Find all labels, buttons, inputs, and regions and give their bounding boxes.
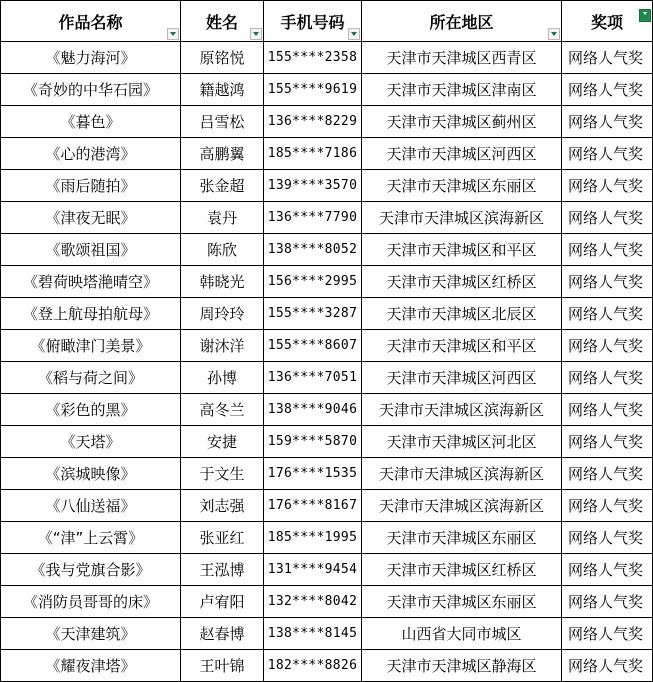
name-cell[interactable]: 王泓博 bbox=[181, 554, 264, 586]
award-cell[interactable]: 网络人气奖 bbox=[562, 42, 653, 74]
phone-cell[interactable]: 156****2995 bbox=[264, 266, 362, 298]
phone-cell[interactable]: 139****3570 bbox=[264, 170, 362, 202]
filter-dropdown-icon[interactable] bbox=[167, 28, 179, 40]
table-row bbox=[1, 554, 653, 586]
award-cell[interactable]: 网络人气奖 bbox=[562, 490, 653, 522]
work-title-cell[interactable]: 《耀夜津塔》 bbox=[1, 650, 181, 682]
table-row bbox=[1, 234, 653, 266]
work-title-cell[interactable]: 《碧荷映塔滟晴空》 bbox=[1, 266, 181, 298]
table-row bbox=[1, 106, 653, 138]
table-row bbox=[1, 426, 653, 458]
work-title-cell[interactable]: 《津夜无眠》 bbox=[1, 202, 181, 234]
region-cell[interactable]: 天津市天津城区红桥区 bbox=[362, 266, 562, 298]
work-title-cell[interactable]: 《我与党旗合影》 bbox=[1, 554, 181, 586]
name-cell[interactable]: 于文生 bbox=[181, 458, 264, 490]
work-title-cell[interactable]: 《天塔》 bbox=[1, 426, 181, 458]
header-work-title bbox=[1, 1, 181, 42]
work-title-cell[interactable]: 《稻与荷之间》 bbox=[1, 362, 181, 394]
award-cell[interactable]: 网络人气奖 bbox=[562, 394, 653, 426]
header-name bbox=[181, 1, 264, 42]
name-cell[interactable]: 孙博 bbox=[181, 362, 264, 394]
name-cell[interactable]: 周玲玲 bbox=[181, 298, 264, 330]
region-cell[interactable]: 天津市天津城区河西区 bbox=[362, 362, 562, 394]
work-title-cell[interactable]: 《彩色的黑》 bbox=[1, 394, 181, 426]
table-row bbox=[1, 618, 653, 650]
filter-dropdown-icon[interactable] bbox=[348, 28, 360, 40]
work-title-cell[interactable]: 《歌颂祖国》 bbox=[1, 234, 181, 266]
name-cell[interactable]: 原铭悦 bbox=[181, 42, 264, 74]
work-title-cell[interactable]: 《暮色》 bbox=[1, 106, 181, 138]
phone-cell[interactable]: 138****9046 bbox=[264, 394, 362, 426]
region-cell[interactable]: 天津市天津城区东丽区 bbox=[362, 586, 562, 618]
award-cell[interactable]: 网络人气奖 bbox=[562, 426, 653, 458]
work-title-cell[interactable]: 《登上航母拍航母》 bbox=[1, 298, 181, 330]
work-title-cell[interactable]: 《魅力海河》 bbox=[1, 42, 181, 74]
name-cell[interactable]: 安捷 bbox=[181, 426, 264, 458]
award-cell[interactable]: 网络人气奖 bbox=[562, 618, 653, 650]
award-cell[interactable]: 网络人气奖 bbox=[562, 522, 653, 554]
phone-cell[interactable]: 155****3287 bbox=[264, 298, 362, 330]
name-cell[interactable]: 陈欣 bbox=[181, 234, 264, 266]
phone-cell[interactable]: 176****1535 bbox=[264, 458, 362, 490]
region-cell[interactable]: 天津市天津城区和平区 bbox=[362, 234, 562, 266]
region-cell[interactable]: 天津市天津城区滨海新区 bbox=[362, 394, 562, 426]
phone-cell[interactable]: 136****8229 bbox=[264, 106, 362, 138]
award-cell[interactable]: 网络人气奖 bbox=[562, 586, 653, 618]
header-row bbox=[1, 1, 653, 42]
work-title-cell[interactable]: 《八仙送福》 bbox=[1, 490, 181, 522]
region-cell[interactable]: 山西省大同市城区 bbox=[362, 618, 562, 650]
name-cell[interactable]: 张亚红 bbox=[181, 522, 264, 554]
work-title-cell[interactable]: 《天津建筑》 bbox=[1, 618, 181, 650]
award-cell[interactable]: 网络人气奖 bbox=[562, 234, 653, 266]
phone-cell[interactable]: 176****8167 bbox=[264, 490, 362, 522]
phone-cell[interactable]: 155****8607 bbox=[264, 330, 362, 362]
work-title-cell[interactable]: 《雨后随拍》 bbox=[1, 170, 181, 202]
region-cell[interactable]: 天津市天津城区河北区 bbox=[362, 426, 562, 458]
phone-cell[interactable]: 138****8052 bbox=[264, 234, 362, 266]
award-cell[interactable]: 网络人气奖 bbox=[562, 650, 653, 682]
award-cell[interactable]: 网络人气奖 bbox=[562, 458, 653, 490]
table-row bbox=[1, 74, 653, 106]
award-cell[interactable]: 网络人气奖 bbox=[562, 330, 653, 362]
name-cell[interactable]: 高鹏翼 bbox=[181, 138, 264, 170]
award-cell[interactable]: 网络人气奖 bbox=[562, 138, 653, 170]
name-cell[interactable]: 刘志强 bbox=[181, 490, 264, 522]
phone-cell[interactable]: 136****7051 bbox=[264, 362, 362, 394]
table-row bbox=[1, 266, 653, 298]
region-cell[interactable]: 天津市天津城区静海区 bbox=[362, 650, 562, 682]
region-cell[interactable]: 天津市天津城区滨海新区 bbox=[362, 202, 562, 234]
award-cell[interactable]: 网络人气奖 bbox=[562, 266, 653, 298]
table-row bbox=[1, 298, 653, 330]
table-row bbox=[1, 650, 653, 682]
work-title-cell[interactable]: 《奇妙的中华石园》 bbox=[1, 74, 181, 106]
table-row bbox=[1, 394, 653, 426]
table-body bbox=[1, 42, 653, 682]
name-cell[interactable]: 赵春博 bbox=[181, 618, 264, 650]
award-cell[interactable]: 网络人气奖 bbox=[562, 106, 653, 138]
table-row bbox=[1, 138, 653, 170]
work-title-cell[interactable]: 《心的港湾》 bbox=[1, 138, 181, 170]
region-cell[interactable]: 天津市天津城区西青区 bbox=[362, 42, 562, 74]
phone-cell[interactable]: 131****9454 bbox=[264, 554, 362, 586]
table-row bbox=[1, 42, 653, 74]
award-cell[interactable]: 网络人气奖 bbox=[562, 298, 653, 330]
header-region bbox=[362, 1, 562, 42]
region-cell[interactable]: 天津市天津城区蓟州区 bbox=[362, 106, 562, 138]
header-label: 手机号码 bbox=[280, 12, 345, 32]
region-cell[interactable]: 天津市天津城区河西区 bbox=[362, 138, 562, 170]
phone-cell[interactable]: 132****8042 bbox=[264, 586, 362, 618]
region-cell[interactable]: 天津市天津城区东丽区 bbox=[362, 170, 562, 202]
region-cell[interactable]: 天津市天津城区红桥区 bbox=[362, 554, 562, 586]
phone-cell[interactable]: 155****2358 bbox=[264, 42, 362, 74]
filter-dropdown-icon[interactable] bbox=[548, 28, 560, 40]
work-title-cell[interactable]: 《滨城映像》 bbox=[1, 458, 181, 490]
header-label: 姓名 bbox=[205, 12, 238, 32]
phone-cell[interactable]: 159****5870 bbox=[264, 426, 362, 458]
award-cell[interactable]: 网络人气奖 bbox=[562, 170, 653, 202]
region-cell[interactable]: 天津市天津城区东丽区 bbox=[362, 522, 562, 554]
name-cell[interactable]: 韩晓光 bbox=[181, 266, 264, 298]
name-cell[interactable]: 籍越鸿 bbox=[181, 74, 264, 106]
filter-active-icon[interactable] bbox=[639, 9, 651, 22]
region-cell[interactable]: 天津市天津城区滨海新区 bbox=[362, 458, 562, 490]
table-row bbox=[1, 458, 653, 490]
header-label: 作品名称 bbox=[58, 12, 123, 32]
phone-cell[interactable]: 138****8145 bbox=[264, 618, 362, 650]
region-cell[interactable]: 天津市天津城区津南区 bbox=[362, 74, 562, 106]
award-cell[interactable]: 网络人气奖 bbox=[562, 554, 653, 586]
region-cell[interactable]: 天津市天津城区和平区 bbox=[362, 330, 562, 362]
name-cell[interactable]: 袁丹 bbox=[181, 202, 264, 234]
table-row bbox=[1, 202, 653, 234]
phone-cell[interactable]: 182****8826 bbox=[264, 650, 362, 682]
name-cell[interactable]: 卢宥阳 bbox=[181, 586, 264, 618]
award-cell[interactable]: 网络人气奖 bbox=[562, 202, 653, 234]
header-phone bbox=[264, 1, 362, 42]
filter-dropdown-icon[interactable] bbox=[250, 28, 262, 40]
header-award bbox=[562, 1, 653, 42]
name-cell[interactable]: 谢沐洋 bbox=[181, 330, 264, 362]
name-cell[interactable]: 吕雪松 bbox=[181, 106, 264, 138]
table-row bbox=[1, 330, 653, 362]
phone-cell[interactable]: 185****1995 bbox=[264, 522, 362, 554]
award-cell[interactable]: 网络人气奖 bbox=[562, 362, 653, 394]
phone-cell[interactable]: 155****9619 bbox=[264, 74, 362, 106]
name-cell[interactable]: 张金超 bbox=[181, 170, 264, 202]
name-cell[interactable]: 王叶锦 bbox=[181, 650, 264, 682]
header-label: 奖项 bbox=[590, 12, 623, 32]
header-label: 所在地区 bbox=[429, 12, 494, 32]
award-cell[interactable]: 网络人气奖 bbox=[562, 74, 653, 106]
name-cell[interactable]: 高冬兰 bbox=[181, 394, 264, 426]
table-row bbox=[1, 362, 653, 394]
phone-cell[interactable]: 185****7186 bbox=[264, 138, 362, 170]
work-title-cell[interactable]: 《俯瞰津门美景》 bbox=[1, 330, 181, 362]
region-cell[interactable]: 天津市天津城区北辰区 bbox=[362, 298, 562, 330]
table-row bbox=[1, 170, 653, 202]
work-title-cell[interactable]: 《“津”上云霄》 bbox=[1, 522, 181, 554]
table-row bbox=[1, 522, 653, 554]
phone-cell[interactable]: 136****7790 bbox=[264, 202, 362, 234]
work-title-cell[interactable]: 《消防员哥哥的床》 bbox=[1, 586, 181, 618]
table-row bbox=[1, 490, 653, 522]
region-cell[interactable]: 天津市天津城区滨海新区 bbox=[362, 490, 562, 522]
table-row bbox=[1, 586, 653, 618]
